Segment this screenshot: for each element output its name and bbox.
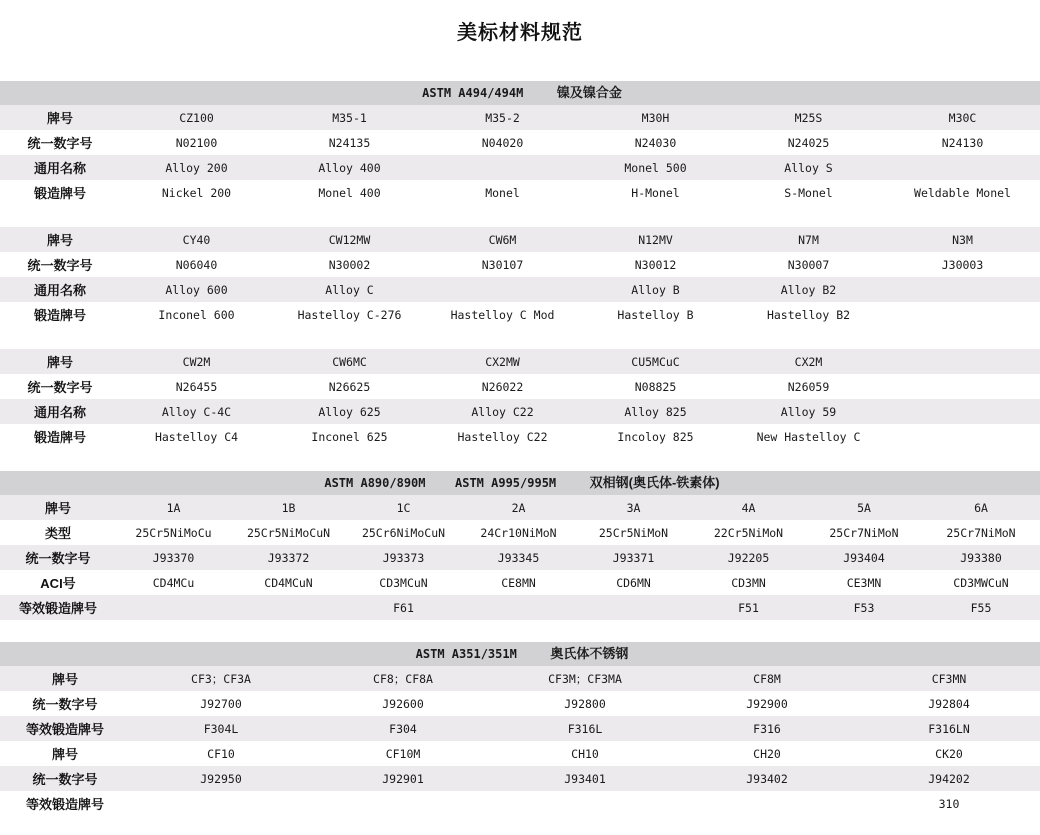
cell (312, 791, 494, 816)
cell: J92901 (312, 766, 494, 791)
row-label: 通用名称 (0, 277, 120, 302)
cell: J93370 (116, 545, 231, 570)
cell: CK20 (858, 741, 1040, 766)
cell: J93372 (231, 545, 346, 570)
table-row (0, 105, 1040, 130)
cell: Inconel 625 (273, 424, 426, 449)
corner-white-patch (832, 38, 1040, 70)
cell (231, 595, 346, 620)
row-label: 牌号 (0, 105, 120, 130)
cell: F53 (806, 595, 922, 620)
cell: N24130 (885, 130, 1040, 155)
cell: Alloy 625 (273, 399, 426, 424)
cell: Weldable Monel (885, 180, 1040, 205)
cell: N30107 (426, 252, 579, 277)
cell: J92804 (858, 691, 1040, 716)
section-spacer (0, 449, 1040, 471)
cell: J93371 (576, 545, 691, 570)
cell (885, 349, 1040, 374)
cell: CW6MC (273, 349, 426, 374)
cell: CX2M (732, 349, 885, 374)
cell: Monel 500 (579, 155, 732, 180)
cell (885, 277, 1040, 302)
row-label: 牌号 (0, 666, 130, 691)
cell: 6A (922, 495, 1040, 520)
row-label: 锻造牌号 (0, 302, 120, 327)
cell: N26625 (273, 374, 426, 399)
cell: CD4MCuN (231, 570, 346, 595)
cell: N12MV (579, 227, 732, 252)
cell: 25Cr6NiMoCuN (346, 520, 461, 545)
cell: 24Cr10NiMoN (461, 520, 576, 545)
row-label: 统一数字号 (0, 374, 120, 399)
cell: CH20 (676, 741, 858, 766)
cell: 25Cr5NiMoN (576, 520, 691, 545)
cell: N24025 (732, 130, 885, 155)
cell: N3M (885, 227, 1040, 252)
cell: J92600 (312, 691, 494, 716)
cell: F304 (312, 716, 494, 741)
table-a351 (0, 666, 1040, 816)
table-row (0, 374, 1040, 399)
cell (130, 791, 312, 816)
row-label: 通用名称 (0, 155, 120, 180)
cell: N02100 (120, 130, 273, 155)
cell: N26455 (120, 374, 273, 399)
cell: Alloy 59 (732, 399, 885, 424)
row-label: 牌号 (0, 227, 120, 252)
cell: CZ100 (120, 105, 273, 130)
row-label: 锻造牌号 (0, 180, 120, 205)
cell: J30003 (885, 252, 1040, 277)
cell: Monel 400 (273, 180, 426, 205)
cell: CE8MN (461, 570, 576, 595)
row-label: ACI号 (0, 570, 116, 595)
table-row (0, 302, 1040, 327)
row-label: 等效锻造牌号 (0, 791, 130, 816)
cell: CF10 (130, 741, 312, 766)
cell: Alloy 400 (273, 155, 426, 180)
cell: CH10 (494, 741, 676, 766)
table-a890 (0, 495, 1040, 620)
cell: 2A (461, 495, 576, 520)
cell (426, 155, 579, 180)
cell: CU5MCuC (579, 349, 732, 374)
section-astm-code: ASTM A890/890M (324, 476, 426, 490)
cell: F304L (130, 716, 312, 741)
row-label: 统一数字号 (0, 691, 130, 716)
cell: Hastelloy C Mod (426, 302, 579, 327)
cell: 1C (346, 495, 461, 520)
cell: N7M (732, 227, 885, 252)
cell (116, 595, 231, 620)
row-label: 统一数字号 (0, 252, 120, 277)
table-row (0, 520, 1040, 545)
cell: CY40 (120, 227, 273, 252)
cell: J93380 (922, 545, 1040, 570)
section-a494 (0, 81, 1040, 449)
cell: J93345 (461, 545, 576, 570)
cell: CD3MWCuN (922, 570, 1040, 595)
row-label: 类型 (0, 520, 116, 545)
cell: New Hastelloy C (732, 424, 885, 449)
cell: CF10M (312, 741, 494, 766)
cell: N24135 (273, 130, 426, 155)
table-row (0, 741, 1040, 766)
row-label: 牌号 (0, 495, 116, 520)
cell (494, 791, 676, 816)
row-label: 锻造牌号 (0, 424, 120, 449)
cell: CF3；CF3A (130, 666, 312, 691)
row-label: 牌号 (0, 349, 120, 374)
cell (576, 595, 691, 620)
cell: J94202 (858, 766, 1040, 791)
cell: CX2MW (426, 349, 579, 374)
cell: M30H (579, 105, 732, 130)
cell: J93373 (346, 545, 461, 570)
cell (461, 595, 576, 620)
cell: CF3M；CF3MA (494, 666, 676, 691)
cell: N06040 (120, 252, 273, 277)
page-title: 美标材料规范 (457, 22, 583, 44)
cell: 25Cr5NiMoCu (116, 520, 231, 545)
section-header-a494 (0, 81, 1040, 105)
cell: 5A (806, 495, 922, 520)
cell: N30002 (273, 252, 426, 277)
section-astm-code-secondary: ASTM A995/995M (455, 476, 557, 490)
cell: Alloy 825 (579, 399, 732, 424)
table-row (0, 495, 1040, 520)
cell: Monel (426, 180, 579, 205)
row-label: 统一数字号 (0, 545, 116, 570)
cell: F316LN (858, 716, 1040, 741)
cell: Alloy C22 (426, 399, 579, 424)
cell: CD3MCuN (346, 570, 461, 595)
table-row (0, 716, 1040, 741)
cell: Alloy S (732, 155, 885, 180)
table-row (0, 666, 1040, 691)
row-label: 等效锻造牌号 (0, 716, 130, 741)
cell: CW2M (120, 349, 273, 374)
section-title-cn: 镍及镍合金 (556, 85, 622, 100)
cell: F51 (691, 595, 806, 620)
cell: Hastelloy B (579, 302, 732, 327)
cell: J92900 (676, 691, 858, 716)
cell: Hastelloy B2 (732, 302, 885, 327)
cell: Alloy C-4C (120, 399, 273, 424)
cell: S-Monel (732, 180, 885, 205)
row-label: 统一数字号 (0, 130, 120, 155)
cell: Hastelloy C22 (426, 424, 579, 449)
cell: J93401 (494, 766, 676, 791)
section-spacer (0, 620, 1040, 642)
cell (885, 374, 1040, 399)
cell: 1A (116, 495, 231, 520)
cell: H-Monel (579, 180, 732, 205)
cell: M35-2 (426, 105, 579, 130)
row-label: 牌号 (0, 741, 130, 766)
cell (885, 399, 1040, 424)
section-astm-code: ASTM A494/494M (422, 86, 524, 100)
cell: M30C (885, 105, 1040, 130)
table-row (0, 227, 1040, 252)
section-header-a890 (0, 471, 1040, 495)
cell: N30012 (579, 252, 732, 277)
cell: N04020 (426, 130, 579, 155)
cell: J92950 (130, 766, 312, 791)
cell: N26022 (426, 374, 579, 399)
cell: Hastelloy C-276 (273, 302, 426, 327)
table-row (0, 277, 1040, 302)
cell: Alloy B (579, 277, 732, 302)
cell (885, 424, 1040, 449)
cell: J92205 (691, 545, 806, 570)
cell: 25Cr7NiMoN (922, 520, 1040, 545)
cell: N26059 (732, 374, 885, 399)
section-astm-code: ASTM A351/351M (415, 647, 517, 661)
table-row (0, 252, 1040, 277)
section-title-cn: 奥氏体不锈钢 (550, 646, 629, 661)
cell: Alloy 200 (120, 155, 273, 180)
section-a890 (0, 471, 1040, 620)
row-label: 等效锻造牌号 (0, 595, 116, 620)
section-title-cn: 双相钢(奥氏体-铁素体) (589, 475, 720, 490)
row-label: 统一数字号 (0, 766, 130, 791)
table-row (0, 399, 1040, 424)
cell: CD3MN (691, 570, 806, 595)
cell: N08825 (579, 374, 732, 399)
cell: Alloy 600 (120, 277, 273, 302)
table-row (0, 791, 1040, 816)
table-row (0, 130, 1040, 155)
cell: Incoloy 825 (579, 424, 732, 449)
cell: Alloy B2 (732, 277, 885, 302)
cell: CF8M (676, 666, 858, 691)
cell: F316 (676, 716, 858, 741)
cell: Hastelloy C4 (120, 424, 273, 449)
cell (426, 277, 579, 302)
section-a351 (0, 642, 1040, 816)
table-row (0, 180, 1040, 205)
cell: J93402 (676, 766, 858, 791)
block-spacer (0, 327, 1040, 349)
cell: F55 (922, 595, 1040, 620)
cell: 3A (576, 495, 691, 520)
cell: N30007 (732, 252, 885, 277)
table-row (0, 155, 1040, 180)
block-spacer (0, 205, 1040, 227)
cell: 1B (231, 495, 346, 520)
cell: M35-1 (273, 105, 426, 130)
cell: J92800 (494, 691, 676, 716)
section-header-a351 (0, 642, 1040, 666)
table-row (0, 595, 1040, 620)
cell: Alloy C (273, 277, 426, 302)
cell: F61 (346, 595, 461, 620)
cell: CW6M (426, 227, 579, 252)
cell: CD6MN (576, 570, 691, 595)
cell: F316L (494, 716, 676, 741)
cell (676, 791, 858, 816)
table-row (0, 691, 1040, 716)
table-row (0, 424, 1040, 449)
cell: CW12MW (273, 227, 426, 252)
cell (885, 302, 1040, 327)
cell: 22Cr5NiMoN (691, 520, 806, 545)
cell: Nickel 200 (120, 180, 273, 205)
cell: CE3MN (806, 570, 922, 595)
cell: 25Cr7NiMoN (806, 520, 922, 545)
cell: CD4MCu (116, 570, 231, 595)
cell: 25Cr5NiMoCuN (231, 520, 346, 545)
cell: CF8；CF8A (312, 666, 494, 691)
table-row (0, 570, 1040, 595)
cell: J93404 (806, 545, 922, 570)
row-label: 通用名称 (0, 399, 120, 424)
table-row (0, 766, 1040, 791)
cell: 310 (858, 791, 1040, 816)
cell: M25S (732, 105, 885, 130)
cell: N24030 (579, 130, 732, 155)
cell: Inconel 600 (120, 302, 273, 327)
table-a494 (0, 105, 1040, 449)
cell (885, 155, 1040, 180)
cell: 4A (691, 495, 806, 520)
cell: CF3MN (858, 666, 1040, 691)
table-row (0, 349, 1040, 374)
table-row (0, 545, 1040, 570)
cell: J92700 (130, 691, 312, 716)
